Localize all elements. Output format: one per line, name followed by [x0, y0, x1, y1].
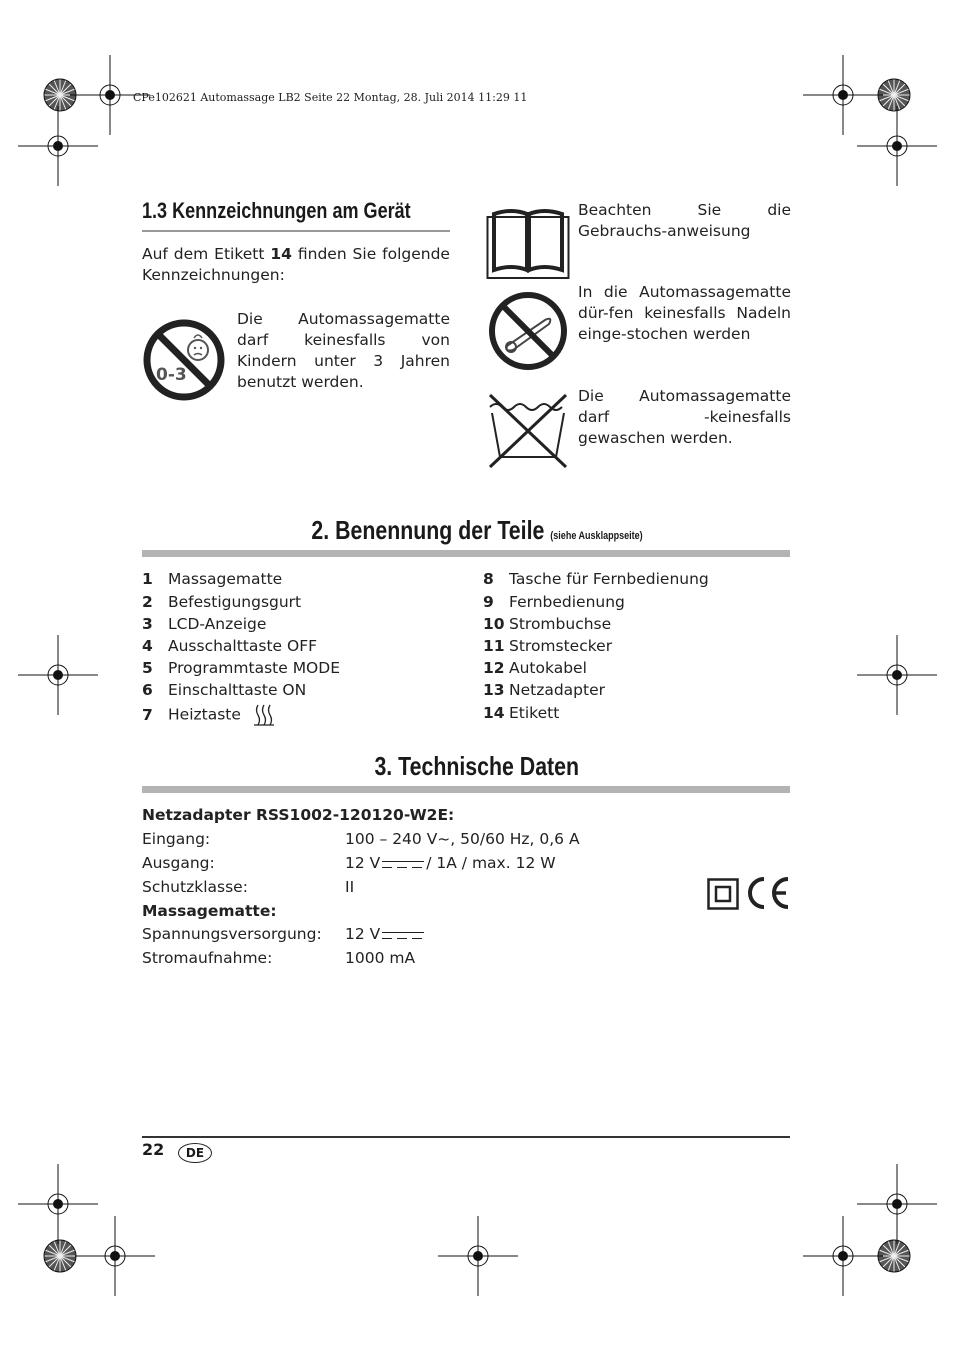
page-number: 22 [142, 1140, 165, 1159]
footer-rule [142, 1136, 790, 1138]
age-label: 0-3 [156, 365, 187, 385]
list-item: 2 Befestigungsgurt [142, 593, 302, 611]
spec-value: 100 – 240 V~, 50/60 Hz, 0,6 A [345, 830, 580, 848]
list-item: 1 Massagematte [142, 570, 283, 588]
spec-label: Schutzklasse: [142, 878, 248, 896]
list-item: 5 Programmtaste MODE [142, 659, 340, 677]
heat-icon [254, 704, 274, 726]
do-not-wash-icon [486, 393, 570, 469]
spec-label: Stromaufnahme: [142, 949, 273, 967]
spec-value: 1000 mA [345, 949, 416, 967]
section-heading-2: 2. Benennung der Teile (siehe Ausklappseite) [311, 515, 643, 545]
section-heading-3: 3. Technische Daten [374, 751, 580, 781]
spec-value: 12 V / 1A / max. 12 W [345, 854, 556, 872]
section-heading-1-3: 1.3 Kennzeichnungen am Gerät [142, 198, 411, 223]
section-bar [142, 786, 790, 793]
list-item: 3 LCD-Anzeige [142, 615, 267, 633]
list-item: 14 Etikett [483, 704, 560, 722]
ce-mark-icon [744, 875, 792, 911]
protection-class-ii-icon [707, 878, 739, 910]
tech-specs [142, 806, 602, 976]
no-needles-text: In die Automassagematte dür-fen keinesfalls Nadeln einge-stochen werden [578, 283, 791, 343]
intro-line: Auf dem Etikett 14 finden Sie folgende [142, 245, 450, 263]
list-item: 9 Fernbedienung [483, 593, 625, 611]
spec-label: Ausgang: [142, 854, 215, 872]
no-needles-icon [487, 290, 569, 372]
no-children-text: Die Automassagematte darf keinesfalls von Kindern unter 3 Jahren benutzt werden. [237, 310, 450, 391]
no-children-under-3-icon [142, 318, 226, 402]
parts-list-left [142, 570, 472, 730]
adapter-heading: Netzadapter RSS1002-120120-W2E: [142, 806, 455, 824]
spec-label: Spannungsversorgung: [142, 925, 322, 943]
list-item: 10 Strombuchse [483, 615, 612, 633]
label-reference: 14 [270, 245, 292, 263]
list-item: 8 Tasche für Fernbedienung [483, 570, 709, 588]
language-badge: DE [178, 1143, 212, 1163]
print-slug: CPe102621 Automassage LB2 Seite 22 Montag, 28. Juli 2014 11:29 11 [133, 91, 528, 104]
list-item: 6 Einschalttaste ON [142, 681, 307, 699]
intro-line-2: Kennzeichnungen: [142, 266, 285, 284]
dc-current-icon [382, 930, 424, 940]
list-item: 7 Heiztaste [142, 704, 274, 726]
list-item: 4 Ausschalttaste OFF [142, 637, 318, 655]
list-item: 13 Netzadapter [483, 681, 606, 699]
spec-value: II [345, 878, 355, 896]
parts-list-right [483, 570, 793, 730]
dc-current-icon [382, 859, 424, 869]
list-item: 11 Stromstecker [483, 637, 613, 655]
read-manual-text: Beachten Sie die Gebrauchs-anweisung [578, 201, 791, 240]
section-bar [142, 550, 790, 557]
mat-heading: Massagematte: [142, 902, 277, 920]
do-not-wash-text: Die Automassagematte darf -keinesfalls gewaschen werden. [578, 387, 791, 447]
spec-value: 12 V [345, 925, 426, 943]
spec-label: Eingang: [142, 830, 211, 848]
section-rule [142, 230, 450, 232]
read-manual-icon [486, 204, 570, 280]
list-item: 12 Autokabel [483, 659, 587, 677]
